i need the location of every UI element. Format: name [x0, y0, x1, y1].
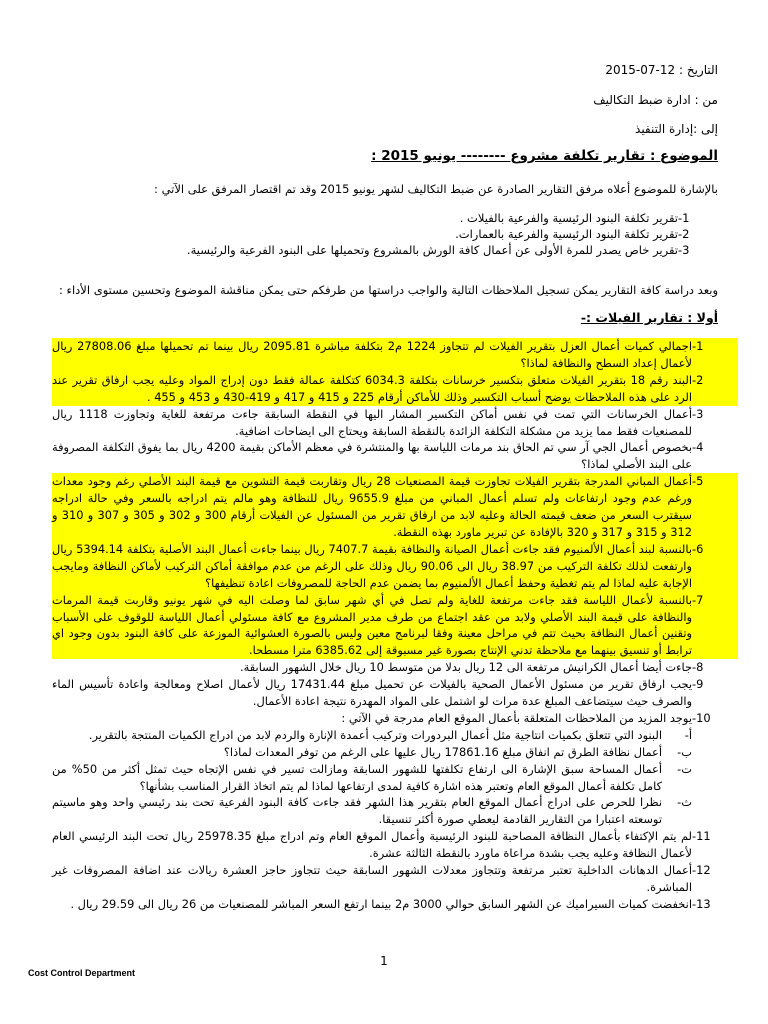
list-item: -2 البند رقم 18 بتقرير الفيلات متعلق بتكسير خرسانات بتكلفة 6034.3 كتكلفة عمالة فقط دون إدراج المواد وعليه يجب ارفاق تقرير عند الرد على هذه الملاحظات يوضح أسباب التكسير وذلك للأماكن أرقام 225 و 415 و 417 و 419-430 و 453 و 455 .: [52, 372, 738, 406]
to-line: إلى :إدارة التنفيذ: [635, 122, 718, 136]
list-item: -12 أعمال الدهانات الداخلية تعتبر مرتفعة وتتجاوز معدلات الشهور السابقة حيث تتجاوز حاجز العشرة ريالات عند اضافة المصروفات غير المباشرة.: [52, 863, 711, 894]
footer-department: Cost Control Department: [28, 968, 136, 978]
intro-paragraph: بالإشارة للموضوع أعلاه مرفق التقارير الصادرة عن ضبط التكاليف لشهر يونيو 2015 وقد تم اقتصار المرفق على الآتي :: [154, 182, 718, 196]
list-item: -3 تقرير خاص يصدر للمرة الأولى عن أعمال كافة الورش بالمشروع وتحميلها على البنود الفرعية والرئيسية.: [186, 243, 690, 257]
report-list: [50, 210, 718, 258]
list-item: -1 تقرير تكلفة البنود الرئيسية والفرعية بالفيلات .: [459, 211, 690, 225]
list-item: -13 انخفضت كميات السيراميك عن الشهر السابق حوالي 3000 م2 بينما ارتفع السعر المباشر للمصنعيات من 26 ريال الى 29.59 ريال .: [70, 896, 711, 911]
list-item: -4 بخصوص أعمال الجي آر سي تم الحاق بند مرمات اللياسة بها والمنتشرة في معظم الأماكن بقيمة 4200 ريال بما يفوق التكلفة المصروفة على البند الأصلي لماذا؟: [52, 440, 704, 472]
from-line: من : ادارة ضبط التكاليف: [593, 93, 718, 107]
sub-list-item: ب- أعمال نظافة الطرق تم انفاق مبلغ 17861.16 ريال عليها على الرغم من توفر المعدات لماذا؟: [223, 744, 692, 759]
section-title: أولا : تقارير الفيلات :-: [580, 310, 718, 325]
list-item: -6 بالنسبة لبند أعمال الألمنيوم فقد جاءت أعمال الصيانة والنظافة بقيمة 7407.7 ريال بينما جاءت أعمال البند الأصلية بتكلفة 5394.14 ريال وارتفعت لذلك تكلفة التركيب من 38.97 ريال الى 90.06 ريال وذلك على الرغم من عدم موافقة أماكن التركيب لأماكن النظافة ومايجب الإجابة عليه لماذا لم يتم تغطية وحفظ أعمال الألمنيوم بما يضمن عدم الحاجة للمصروفات اعادة تنظيفها؟: [52, 541, 738, 592]
list-item: -5 أعمال المباني المدرجة بتقرير الفيلات تجاوزت قيمة المصنعيات 28 ريال وتقاربت قيمة التشوين مع قيمة البند الأصلي رغم وجود معدات ورغم عدم وجود ارتفاعات ولم تسلم أعمال المباني من مبلغ 9655.9 ريال للنظافة وهو مالم يتم ادراجه بالسعر وفي حالة ادراجه سيقترب السعر من ضعف قيمته الحالة وعليه لابد من ارفاق تقرير من المسئول عن الفيلات أرقام 300 و 302 و 305 و 307 و 310 و 312 و 315 و 317 و 320 بالإفادة عن تبرير ماورد بهذه النقطة.: [52, 473, 738, 541]
sub-list-item: ت- أعمال المساحة سبق الإشارة الى ارتفاع تكلفتها للشهور السابقة ومازالت تسير في نفس الإتجاه حيث تمثل أكثر من 50% من كامل تكلفة أعمال الموقع العام وتعتبر هذه اشارة كافية لمدى ارتفاعها لماذا لم يتم اتخاذ القرار المناسب بشأنها؟: [52, 761, 692, 793]
list-item: -8 جاءت أيضا أعمال الكرانيش مرتفعة الى 12 ريال بدلا من متوسط 10 ريال خلال الشهور السابقة.: [240, 660, 704, 675]
list-item: -9 يجب ارفاق تقرير من مسئول الأعمال الصحية بالفيلات عن تحميل مبلغ 17431.44 ريال لأعمال اصلاح ومعالجة واعادة تأسيس الماء والصرف حيث سيتضاعف المبلغ عدة مرات لو اشتمل على المواد المهدرة نتيجة اعادة الأعمال.: [52, 677, 704, 709]
list-item: -7 بالنسبة لأعمال اللياسة فقد جاءت مرتفعة للغاية ولم تصل في أي شهر سابق لما وصلت اليه في شهر يونيو وقاربت قيمة المرمات والنظافة على قيمة البند الأصلي ولابد من عقد اجتماع من طرف مدير المشروع مع كافة مسئولي أعمال اللياسة للوقوف على الأسباب وتقنين أعمال النظافة بحيث تتم في مراحل معينة وفقا لبرنامج معين وليس بالصورة العشوائية الموزعة على كافة البنود بدون وجود اي ترابط أو تنسيق بينهما مع ملاحظة تدني الإنتاج بصورة غير مسبوقة إلى 6385.62 مترا مسطحا.: [52, 592, 738, 660]
study-note: وبعد دراسة كافة التقارير يمكن تسجيل الملاحظات التالية والواجب دراستها من طرفكم حتى يمكن مناقشة الموضوع وتحسين مستوى الأداء :: [59, 283, 718, 297]
list-item: -11 لم يتم الإكتفاء بأعمال النظافة المصاحبة للبنود الرئيسية وأعمال الموقع العام وتم ادراج مبلغ 25978.35 ريال تحت البند الرئيسي العام لأعمال النظافة وعليه يجب بشدة مراعاة ماورد بالنقطة الثالثة عشرة.: [52, 829, 711, 861]
list-item: -2 تقرير تكلفة البنود الرئيسية والفرعية بالعمارات.: [455, 227, 690, 241]
sub-list-item: ث- نظرا للحرص على ادراج أعمال الموقع العام بتقرير هذا الشهر فقد جاءت كافة البنود الفرعية تحت بند رئيسي واحد وهو ماسيتم توسعته اعتبارا من التقارير القادمة ليعطي صورة أكثر تنسيقا.: [52, 795, 692, 827]
date-line: التاريخ : 12-07-2015: [605, 63, 718, 77]
villa-notes-list: [52, 338, 738, 913]
sub-list-item: أ- البنود التي تتعلق بكميات انتاجية مثل أعمال البردورات وتركيب أعمدة الإنارة والردم لابد من ادراج الكميات المنتجة بالتقرير.: [88, 727, 692, 742]
page-number: 1: [380, 954, 388, 968]
list-item: -3 أعمال الخرسانات التي تمت في نفس أماكن التكسير المشار اليها في النقطة السابقة جاءت مرتفعة للغاية وتجاوزت 1118 ريال للمصنعيات فقط مما يزيد من مشكلة التكلفة الزائدة بالنقطة السابقة ويحتاج الى ايضاحات اضافية.: [52, 406, 704, 438]
list-item: -10 يوجد المزيد من الملاحظات المتعلقة بأعمال الموقع العام مدرجة في الآتي :: [341, 710, 711, 725]
list-item: -1 اجمالي كميات أعمال العزل بتقرير الفيلات لم تتجاوز 1224 م2 بتكلفة مباشرة 2095.81 ريال بينما تم تحميلها مبلغ 27808.06 ريال لأعمال إعداد السطح والنظافة لماذا؟: [52, 338, 738, 372]
subject-heading: الموضوع : تقارير تكلفة مشروع -------- يونيو 2015 :: [371, 148, 718, 164]
